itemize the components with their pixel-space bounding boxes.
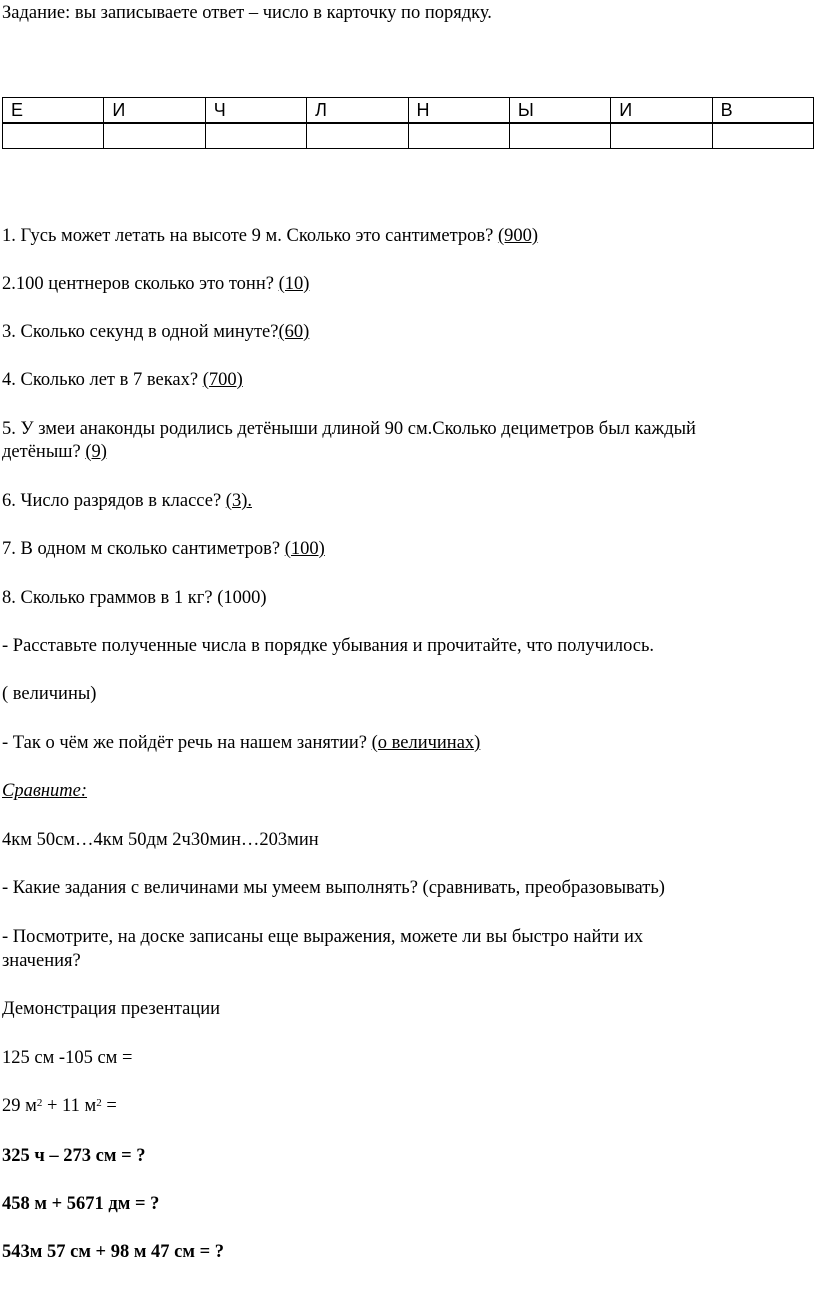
board-line-2: значения? bbox=[2, 951, 81, 971]
answer-card-table bbox=[2, 97, 814, 149]
card-letter: Н bbox=[408, 98, 509, 124]
card-answer-cell bbox=[205, 123, 306, 149]
question-7: 7. В одном м сколько сантиметров? (100) bbox=[2, 539, 325, 559]
answer: (о величинах) bbox=[371, 733, 481, 753]
topic-question: - Так о чём же пойдёт речь на нашем занятии? (о величинах) bbox=[2, 733, 481, 753]
question-2: 2.100 центнеров сколько это тонн? (10) bbox=[2, 274, 310, 294]
task-heading: Задание: вы записываете ответ – число в карточку по порядку. bbox=[2, 3, 492, 23]
answer: (60) bbox=[278, 322, 310, 342]
card-answer-cell bbox=[712, 123, 813, 149]
card-letter: Е bbox=[3, 98, 104, 124]
compare-heading: Сравните: bbox=[2, 781, 88, 801]
card-answer-cell bbox=[408, 123, 509, 149]
question-6: 6. Число разрядов в классе? (3). bbox=[2, 491, 252, 511]
question-4: 4. Сколько лет в 7 веках? (700) bbox=[2, 370, 243, 390]
expression-4: 458 м + 5671 дм = ? bbox=[2, 1194, 160, 1214]
card-answer-cell bbox=[509, 123, 610, 149]
card-letter: И bbox=[611, 98, 712, 124]
expression-1: 125 см -105 см = bbox=[2, 1048, 133, 1068]
card-letter: Л bbox=[307, 98, 408, 124]
question-8: 8. Сколько граммов в 1 кг? (1000) bbox=[2, 588, 267, 608]
question-5-line-2: детёныш? (9) bbox=[2, 442, 107, 462]
tasks-question: - Какие задания с величинами мы умеем выполнять? (сравнивать, преобразовывать) bbox=[2, 878, 665, 898]
answer: (700) bbox=[202, 370, 243, 390]
answer: (900) bbox=[497, 226, 539, 246]
answer: (10) bbox=[278, 274, 310, 294]
expression-5: 543м 57 см + 98 м 47 см = ? bbox=[2, 1242, 225, 1262]
card-answer-cell bbox=[307, 123, 408, 149]
question-3: 3. Сколько секунд в одной минуте?(60) bbox=[2, 322, 310, 342]
card-letter: И bbox=[104, 98, 205, 124]
card-answer-cell bbox=[3, 123, 104, 149]
arrange-instruction: - Расставьте полученные числа в порядке убывания и прочитайте, что получилось. bbox=[2, 636, 655, 656]
result-word: ( величины) bbox=[2, 684, 97, 704]
board-line-1: - Посмотрите, на доске записаны еще выражения, можете ли вы быстро найти их bbox=[2, 927, 644, 947]
card-letter: В bbox=[712, 98, 813, 124]
card-answer-cell bbox=[611, 123, 712, 149]
card-answer-cell bbox=[104, 123, 205, 149]
question-1: 1. Гусь может летать на высоте 9 м. Сколько это сантиметров? (900) bbox=[2, 226, 539, 246]
expression-2: 29 $м^2 + 11$ $м^2$ = bbox=[2, 1096, 117, 1116]
expression-3: 325 ч – 273 см = ? bbox=[2, 1146, 146, 1166]
demo-label: Демонстрация презентации bbox=[2, 999, 221, 1019]
answer: (100) bbox=[284, 539, 325, 559]
answer: (9) bbox=[85, 442, 107, 462]
answer: (3). bbox=[225, 491, 252, 511]
compare-line: 4км 50см…4км 50дм 2ч30мин…203мин bbox=[2, 830, 319, 850]
question-5-line-1: 5. У змеи анаконды родились детёныши длиной 90 см.Сколько дециметров был каждый bbox=[2, 419, 696, 439]
card-letter: Ч bbox=[205, 98, 306, 124]
card-letter: Ы bbox=[509, 98, 610, 124]
